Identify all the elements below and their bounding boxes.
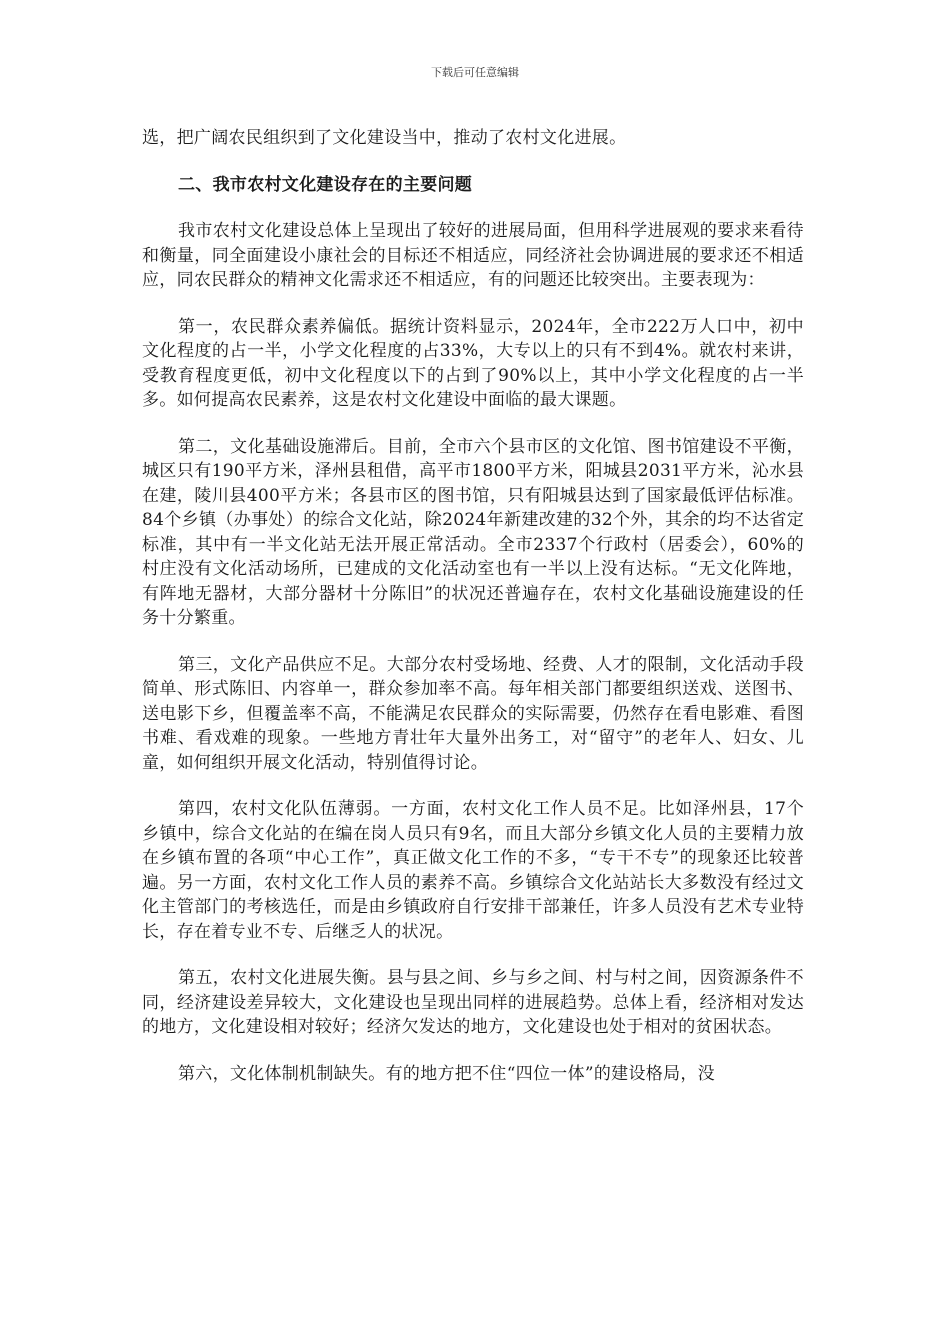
section-heading: 二、我市农村文化建设存在的主要问题 [178,174,473,195]
paragraph-intro: 我市农村文化建设总体上呈现出了较好的进展局面，但用科学进展观的要求来看待和衡量，同全面建设小康社会的目标还不相适应，同经济社会协调进展的要求还不相适应，同农民群众的精神文化需求还不相适应，有的问题还比较突出。主要表现为： [142,221,804,290]
paragraph-continuation: 选，把广阔农民组织到了文化建设当中，推动了农村文化进展。 [142,128,627,148]
document-body [142,126,804,1108]
header-note: 下载后可任意编辑 [431,66,519,79]
paragraph-first: 第一，农民群众素养偏低。据统计资料显示，2024年，全市222万人口中，初中文化程度的占一半，小学文化程度的占33%，大专以上的只有不到4%。就农村来讲，受教育程度更低，初中文化程度以下的占到了90%以上，其中小学文化程度的占一半多。如何提高农民素养，这是农村文化建设中面临的最大课题。 [142,316,804,410]
paragraph-second: 第二，文化基础设施滞后。目前，全市六个县市区的文化馆、图书馆建设不平衡，城区只有190平方米，泽州县租借，高平市1800平方米，阳城县2031平方米，沁水县在建，陵川县400平方米；各县市区的图书馆，只有阳城县达到了国家最低评估标准。84个乡镇（办事处）的综合文化站，除2024年新建改建的32个外，其余的均不达省定标准，其中有一半文化站无法开展正常活动。全市2337个行政村（居委会），60%的村庄没有文化活动场所，已建成的文化活动室也有一半以上没有达标。“无文化阵地，有阵地无器材，大部分器材十分陈旧”的状况还普遍存在，农村文化基础设施建设的任务十分繁重。 [142,436,804,628]
paragraph-sixth: 第六，文化体制机制缺失。有的地方把不住“四位一体”的建设格局，没 [178,1063,715,1084]
paragraph-fifth: 第五，农村文化进展失衡。县与县之间、乡与乡之间、村与村之间，因资源条件不同，经济建设差异较大，文化建设也呈现出同样的进展趋势。总体上看，经济相对发达的地方，文化建设相对较好；经济欠发达的地方，文化建设也处于相对的贫困状态。 [142,968,804,1037]
paragraph-third: 第三，文化产品供应不足。大部分农村受场地、经费、人才的限制，文化活动手段简单、形式陈旧、内容单一，群众参加率不高。每年相关部门都要组织送戏、送图书、送电影下乡，但覆盖率不高，不能满足农民群众的实际需要，仍然存在看电影难、看图书难、看戏难的现象。一些地方青壮年大量外出务工，对“留守”的老年人、妇女、儿童，如何组织开展文化活动，特别值得讨论。 [142,654,804,773]
paragraph-fourth: 第四，农村文化队伍薄弱。一方面，农村文化工作人员不足。比如泽州县，17个乡镇中，综合文化站的在编在岗人员只有9名，而且大部分乡镇文化人员的主要精力放在乡镇布置的各项“中心工作”，真正做文化工作的不多，“专干不专”的现象还比较普遍。另一方面，农村文化工作人员的素养不高。乡镇综合文化站站长大多数没有经过文化主管部门的考核选任，而是由乡镇政府自行安排干部兼任，许多人员没有艺术专业特长，存在着专业不专、后继乏人的状况。 [142,799,804,942]
